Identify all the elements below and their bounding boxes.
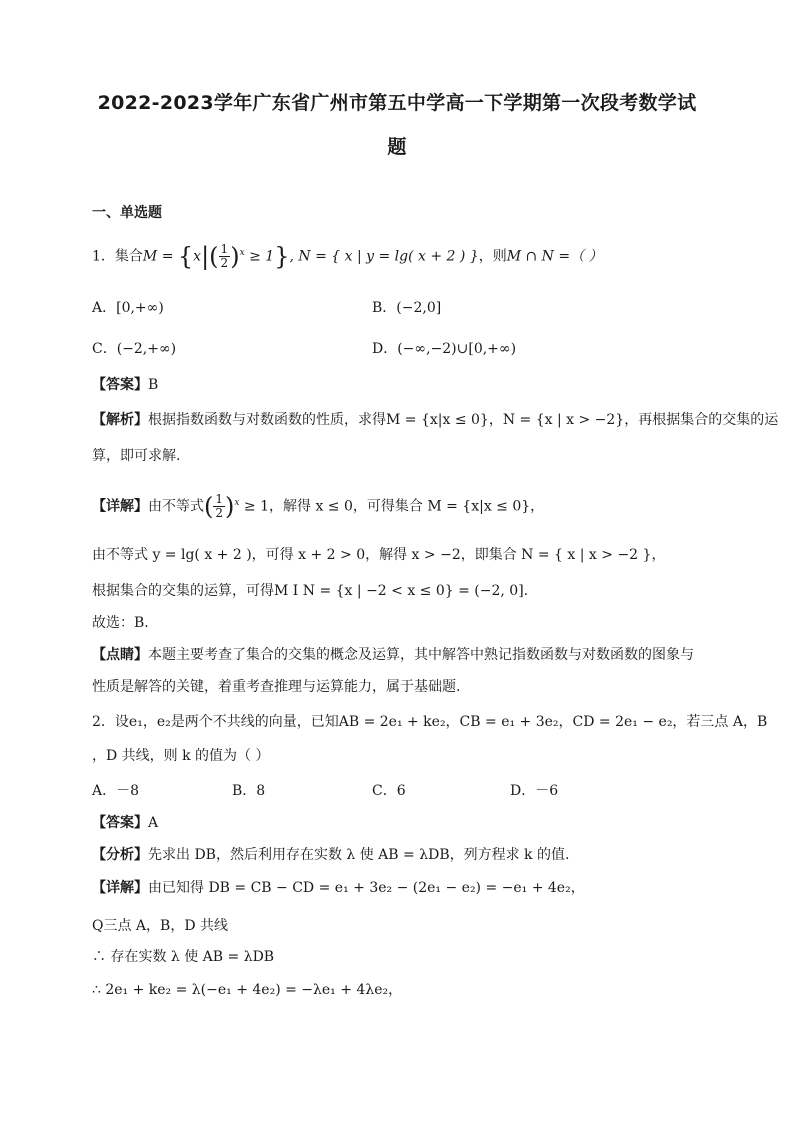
q1-m-def-b: x: [193, 248, 202, 265]
q2-number: 2．: [92, 714, 115, 730]
q1-analysis-line2: 算，即可求解.: [92, 448, 181, 464]
q1-m-def-a: M =: [142, 248, 178, 265]
q1-analysis-line1: [92, 410, 778, 430]
q1-fraction: [219, 243, 231, 270]
q1-m-def-c: ≥ 1: [244, 248, 275, 265]
q1-detail-exponent: x: [234, 498, 240, 508]
q2-option-b: B．8: [232, 783, 266, 799]
q1-detail-fraction: [213, 493, 225, 520]
q2-analysis: [92, 845, 569, 865]
q2-detail-text1: 由已知得 DB = CB − CD = e₁ + 3e₂ − (2e₁ − e₂) = −e₁ + 4e₂，: [148, 880, 585, 896]
q1-detail-b: ≥ 1，解得 x ≤ 0，可得集合 M = {x|x ≤ 0}，: [239, 498, 545, 515]
q1-brace-close: }: [274, 242, 290, 271]
q1-paren-close: ): [230, 242, 240, 271]
q1-detail-tag: 【详解】: [92, 498, 148, 515]
q1-detail-paren-close: ): [225, 492, 235, 521]
q1-paren-open: (: [209, 242, 219, 271]
q1-ask: M ∩ N =（ ）: [506, 248, 603, 265]
q1-detail-paren-open: (: [204, 492, 214, 521]
q1-comment-line2: 性质是解答的关键，着重考查推理与运算能力，属于基础题.: [92, 679, 461, 695]
q1-choose: 故选：B.: [92, 615, 149, 631]
q2-detail-line1: [92, 878, 585, 898]
q1-option-b: B．(−2,0]: [372, 300, 442, 316]
q2-detail-line3: ∴ 存在实数 λ 使 AB = λDB: [92, 949, 275, 965]
q1-bar: |: [201, 242, 210, 271]
q2-detail-tag: 【详解】: [92, 880, 148, 896]
q2-detail-line2: Q三点 A，B，D 共线: [92, 918, 229, 934]
q1-detail-a: 由不等式: [148, 498, 204, 515]
q1-comment-line1: [92, 645, 694, 665]
q2-answer-value: A: [148, 815, 159, 831]
page-title-line1: 2022-2023学年广东省广州市第五中学高一下学期第一次段考数学试: [97, 92, 697, 114]
q2-stem-line1: [92, 712, 767, 732]
q2-answer: [92, 813, 158, 833]
page-title-line2: 题: [387, 136, 407, 158]
q1-comment-tag: 【点睛】: [92, 647, 148, 663]
q1-option-a: A．[0,+∞): [92, 300, 164, 316]
q1-answer-tag: 【答案】: [92, 377, 148, 393]
q1-number: 1．: [92, 248, 115, 265]
q1-option-d: D．(−∞,−2)∪[0,+∞): [372, 341, 517, 357]
q2-stem-line2: ，D 共线，则 k 的值为（ ）: [92, 748, 270, 764]
q1-option-c: C．(−2,+∞): [92, 341, 177, 357]
q2-detail-line4: ∴ 2e₁ + ke₂ = λ(−e₁ + 4e₂) = −λe₁ + 4λe₂，: [92, 982, 403, 998]
section-heading: 一、单选题: [92, 205, 162, 221]
q2-option-d: D．－6: [510, 783, 559, 799]
q1-stem-a: 集合: [114, 248, 143, 265]
q1-brace-open: {: [177, 242, 194, 271]
q2-analysis-text: 先求出 DB，然后利用存在实数 λ 使 AB = λDB，列方程求 k 的值.: [148, 847, 570, 863]
q1-n-def: , N = { x | y = lg( x + 2 ) }: [289, 248, 479, 265]
q1-detail-line3: 根据集合的交集的运算，可得M I N = {x | −2 < x ≤ 0} = (−2, 0].: [92, 583, 529, 599]
q1-analysis-text1: 根据指数函数与对数函数的性质，求得M = {x|x ≤ 0}，N = {x | x > −2}，再根据集合的交集的运: [148, 412, 779, 428]
q2-stem-text1: 设e₁，e₂是两个不共线的向量，已知AB = 2e₁ + ke₂，CB = e₁ + 3e₂，CD = 2e₁ − e₂，若三点 A，B: [114, 714, 768, 730]
q1-stem: [92, 243, 603, 270]
q1-detail-line2: 由不等式 y = lg( x + 2 )，可得 x + 2 > 0，解得 x > −2，即集合 N = { x | x > −2 }，: [92, 547, 666, 563]
q1-answer-value: B: [148, 377, 159, 393]
q1-exponent: x: [239, 248, 245, 258]
q1-detail-line1: [92, 493, 544, 520]
q2-option-c: C．6: [372, 783, 406, 799]
q2-answer-tag: 【答案】: [92, 815, 148, 831]
q1-detail-frac-numerator: 1: [215, 492, 224, 507]
q2-option-a: A．－8: [92, 783, 140, 799]
q1-frac-denominator: 2: [220, 256, 229, 271]
q1-detail-frac-denominator: 2: [215, 506, 224, 521]
q1-analysis-tag: 【解析】: [92, 412, 148, 428]
q2-analysis-tag: 【分析】: [92, 847, 148, 863]
q1-frac-numerator: 1: [220, 242, 229, 257]
q1-comment-text1: 本题主要考查了集合的交集的概念及运算，其中解答中熟记指数函数与对数函数的图象与: [148, 647, 694, 663]
q1-stem-b: ，则: [478, 248, 507, 265]
q1-answer: [92, 375, 158, 395]
